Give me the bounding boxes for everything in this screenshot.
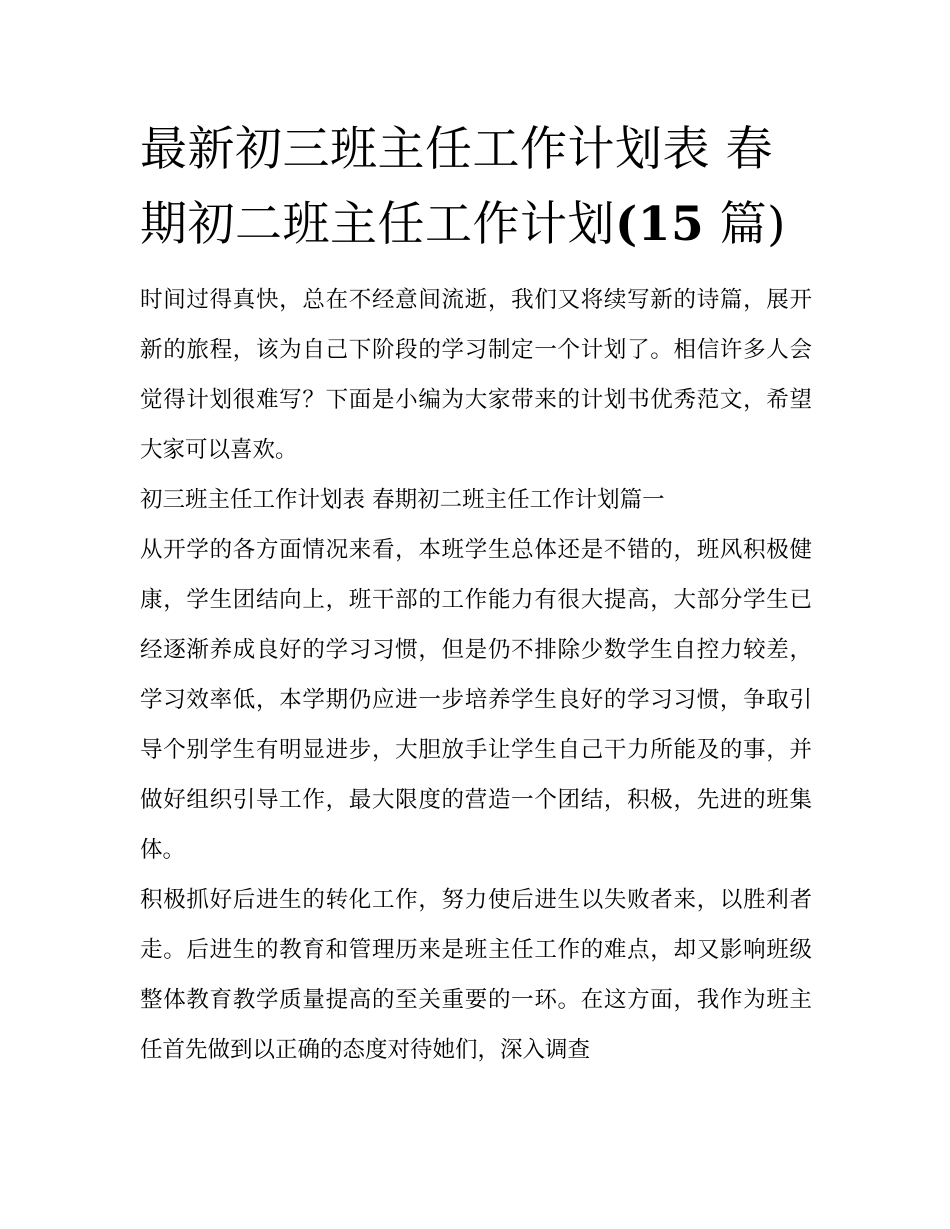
title-suffix: 篇): [704, 197, 786, 252]
document-title: [140, 112, 812, 262]
title-text: 最新初三班主任工作计划表 春期初二班主任工作计划: [140, 122, 773, 252]
document-page: [140, 112, 812, 1075]
body-paragraph: 积极抓好后进生的转化工作，努力使后进生以失败者来，以胜利者走。后进生的教育和管理历来是班主任工作的难点，却又影响班级整体教育教学质量提高的至关重要的一环。在这方面，我作为班主任首先做到以正确的态度对待她们，深入调查: [140, 887, 812, 1063]
section-heading: 初三班主任工作计划表 春期初二班主任工作计划篇一: [140, 487, 665, 513]
body-paragraph: 从开学的各方面情况来看，本班学生总体还是不错的，班风积极健康，学生团结向上，班干部的工作能力有很大提高，大部分学生已经逐渐养成良好的学习习惯，但是仍不排除少数学生自控力较差，学习效率低，本学期仍应进一步培养学生良好的学习习惯，争取引导个别学生有明显进步，大胆放手让学生自己干力所能及的事，并做好组织引导工作，最大限度的营造一个团结，积极，先进的班集体。: [140, 537, 812, 863]
title-count: (15: [615, 197, 705, 252]
intro-paragraph: 时间过得真快，总在不经意间流逝，我们又将续写新的诗篇，展开新的旅程，该为自己下阶段的学习制定一个计划了。相信许多人会觉得计划很难写？下面是小编为大家带来的计划书优秀范文，希望大家可以喜欢。: [140, 287, 812, 463]
